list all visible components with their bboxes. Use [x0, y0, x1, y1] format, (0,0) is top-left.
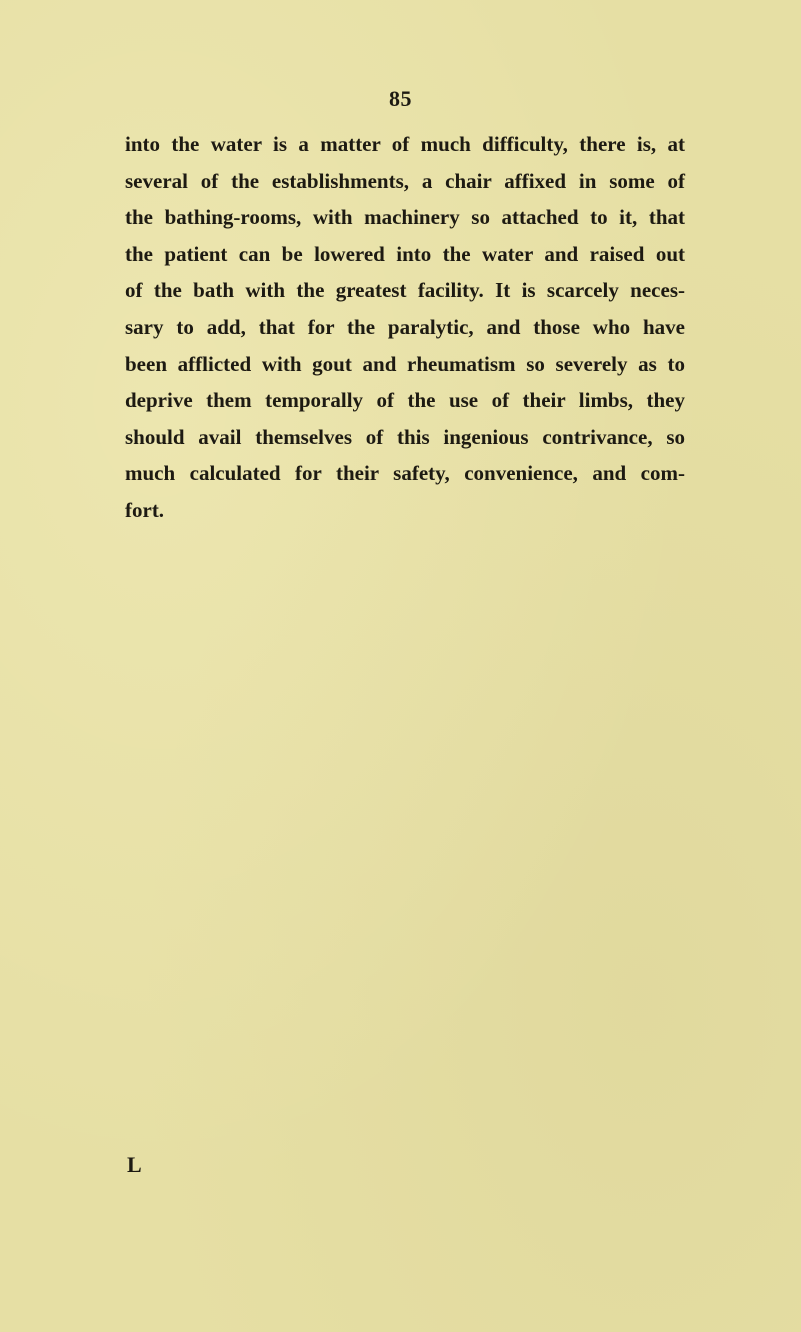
text-line: the bathing-rooms, with machinery so attached to it, that: [125, 205, 685, 230]
text-line: should avail themselves of this ingenious contrivance, so: [125, 424, 685, 449]
text-line: several of the establishments, a chair affixed in some of: [125, 168, 685, 193]
text-line: fort.: [125, 497, 165, 522]
text-line: deprive them temporally of the use of their limbs, they: [125, 388, 685, 413]
text-line: sary to add, that for the paralytic, and those who have: [125, 314, 685, 339]
text-line: the patient can be lowered into the water and raised out: [125, 241, 685, 266]
text-line: much calculated for their safety, convenience, and com-: [125, 461, 685, 486]
text-line: of the bath with the greatest facility. It is scarcely neces-: [125, 278, 685, 303]
body-paragraph: [125, 126, 685, 529]
text-line: into the water is a matter of much difficulty, there is, at: [125, 132, 685, 156]
signature-mark: L: [127, 1152, 142, 1177]
text-line: been afflicted with gout and rheumatism so severely as to: [125, 351, 685, 376]
page-number: 85: [389, 86, 412, 111]
